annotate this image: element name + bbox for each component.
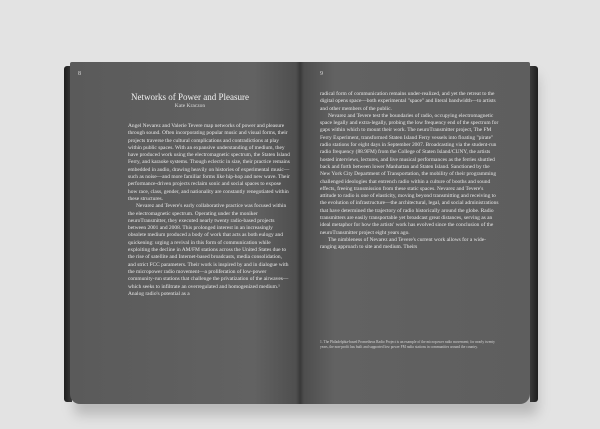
- right-page: [300, 62, 530, 404]
- page-number: 8: [78, 71, 81, 77]
- paragraph: radical form of communication remains under-realized, and yet the retreat to the digital opens space—both experimental "space" and literal bandwidth—to artists and other members of the public.: [320, 91, 496, 112]
- essay-title: Networks of Power and Pleasure: [131, 92, 249, 102]
- paragraph: Nevarez and Tevere test the boundaries of radio, occupying electromagnetic space legally and extra-legally, probing the low frequency end of the spectrum for gaps within which to mount their work. The neuroTransmitter project, The FM Ferry Experiment, transformed Staten Island Ferry vessels into floating "pirate" radio stations for eight days in September 2007. Broadcasting via the student-run radio frequency (88.9FM) from the College of Staten Island/CUNY, the artists hosted interviews, lectures, and live musical performances as the ferries shuttled back and forth between lower Manhattan and Staten Island. Sanctioned by the New York City Department of Transportation, the mobility of their programming challenged ideologies that entrench radio within a culture of booths and sound effects, freeing transmission from these static spaces. Nevarez and Tevere's attitude to radio is one of elasticity, moving beyond transmitting and receiving to the evolution of infrastructure—the architectural, legal, and social administrations that have determined the trajectory of radio historically around the globe. Radio transmitters are easily transportable yet broadcast great distances, serving as an ideal metaphor for how the artists' work has evolved since the conclusion of the neuroTransmitter project eight years ago.: [320, 112, 499, 236]
- page-number: 9: [320, 71, 323, 77]
- paragraph: The nimbleness of Nevarez and Tevere's current work allows for a wide-ranging approach to site and medium. Theirs: [320, 236, 486, 251]
- left-page: [70, 62, 300, 404]
- paragraph: Nevarez and Tevere's early collaborative practice was focused within the electromagnetic spectrum. Operating under the moniker neuroTransmitter, they executed nearly twenty radio-based projects between 2001 and 2008. This prolonged interest in an increasingly obsolete medium produced a body of work that acts as both eulogy and quickening: urging a revival in this form of communication while exploiting the decline in AM/FM stations across the United States due to the rise of satellite and Internet-based broadcasts, media consolidation, and strict FCC parameters. Their work is inspired by and in dialogue with the micropower radio movement—a proliferation of low-power community-run stations that challenge the privatization of the airwaves—which seeks to infiltrate an overregulated and homogenized medium.¹ Analog radio's potential as a: [128, 203, 289, 297]
- footnote: 1. The Philadelphia-based Prometheus Radio Project is an example of the micropower radio movement; for nearly twenty years, the non-profit has built and supported low power FM radio stations in communities around the country.: [320, 340, 495, 349]
- left-body-text: [128, 123, 291, 298]
- paragraph: Angel Nevarez and Valerie Tevere map networks of power and pleasure through sound. Often incorporating popular music and visual forms, their projects traverse the cultural complications and contradictions at play within public spaces. With an expansive understanding of medium, they have produced work using the electromagnetic spectrum, the Staten Island Ferry, and karaoke systems. Though eclectic in size, their practice remains embedded in audio, drawing heavily on histories of experimental music—such as noise—and more familiar forms like hip-hop and new wave. Their performance-driven projects reclaim sonic and social spaces to expose how race, class, gender, and nationality are constantly renegotiated within these structures.: [128, 123, 290, 202]
- open-book: [64, 62, 538, 408]
- right-body-text: [320, 91, 500, 252]
- essay-header: [90, 92, 290, 109]
- book-gutter: [296, 62, 304, 404]
- book-edge-right: [530, 66, 538, 402]
- essay-author: Kate Kraczon: [174, 103, 206, 109]
